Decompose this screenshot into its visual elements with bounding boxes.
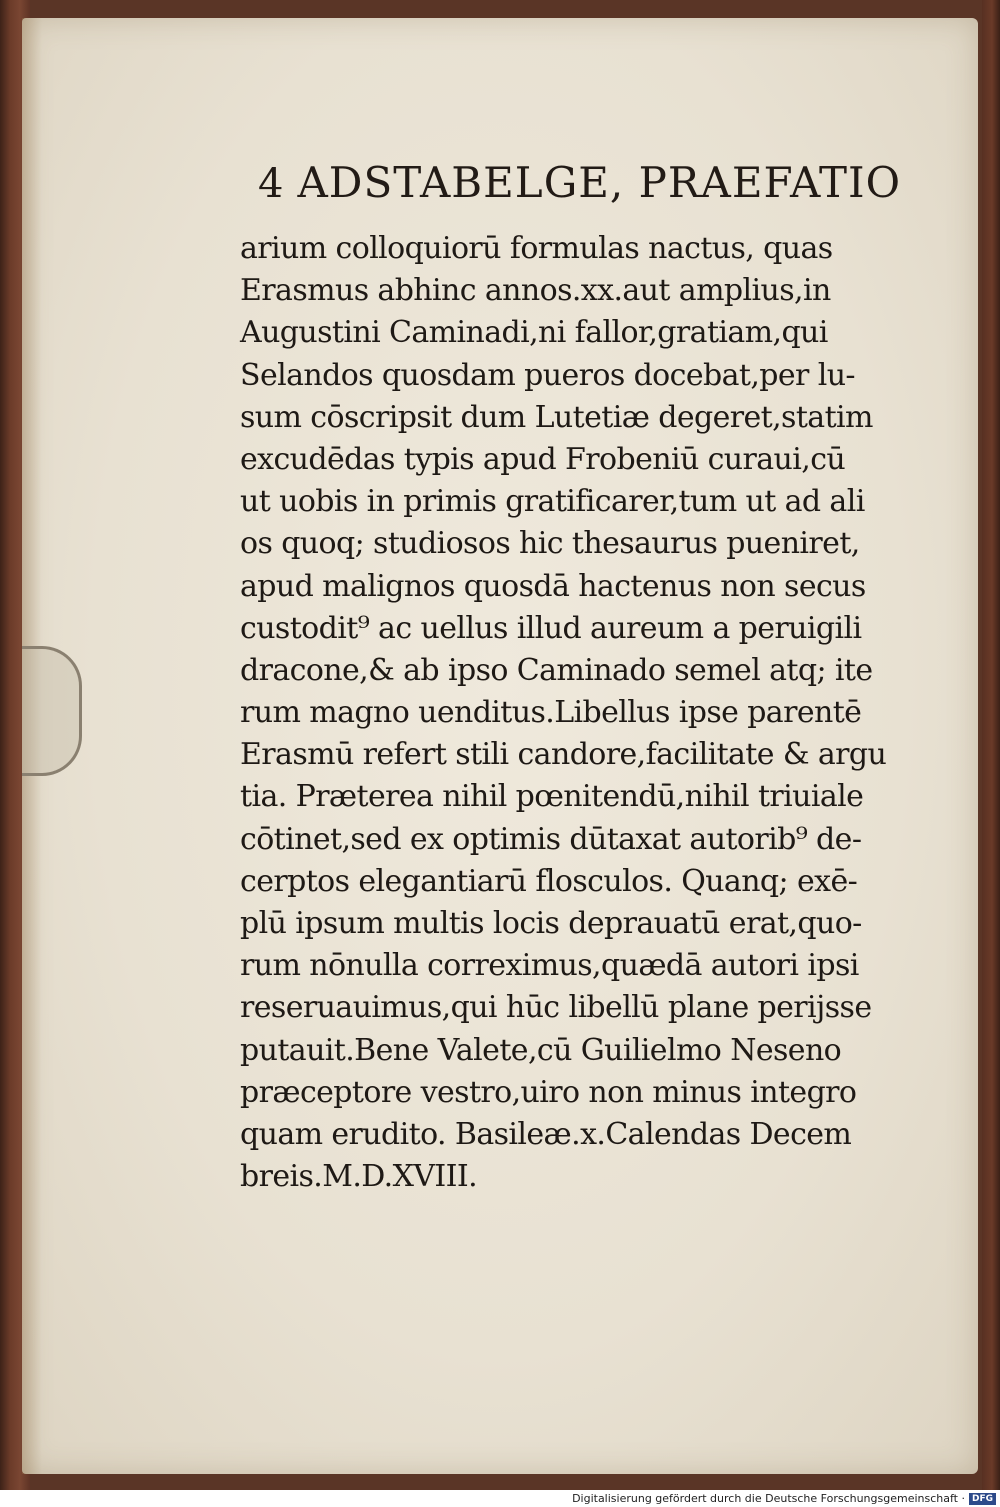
text-line: ut uobis in primis gratificarer,tum ut ad ali xyxy=(240,484,865,520)
text-line: apud malignos quosdā hactenus non secus xyxy=(240,568,866,604)
text-line: breis.M.D.XVIII. xyxy=(240,1159,478,1195)
text-line: excudēdas typis apud Frobeniū curaui,cū xyxy=(240,441,846,477)
text-line: rum nōnulla correximus,quædā autori ipsi xyxy=(240,948,859,984)
body-text xyxy=(240,228,940,1198)
text-line: reseruauimus,qui hūc libellū plane perijsse xyxy=(240,990,872,1026)
dfg-logo: DFG xyxy=(969,1493,996,1505)
running-title: ADSTABELGE, PRAEFATIO xyxy=(297,158,902,207)
text-line: arium colloquiorū formulas nactus, quas xyxy=(240,231,833,266)
text-line: rum magno uenditus.Libellus ipse parentē xyxy=(240,695,862,731)
text-line: Erasmus abhinc annos.xx.aut amplius,in xyxy=(240,273,831,309)
text-line: custodit⁹ ac uellus illud aureum a peruigili xyxy=(240,610,862,646)
text-line: cōtinet,sed ex optimis dūtaxat autorib⁹ de- xyxy=(240,821,862,857)
digitization-credit xyxy=(566,1490,1000,1507)
text-line: sum cōscripsit dum Lutetiæ degeret,statim xyxy=(240,399,873,435)
text-line: os quoq; studiosos hic thesaurus pueniret, xyxy=(240,526,860,562)
text-line: plū ipsum multis locis deprauatū erat,quo- xyxy=(240,906,862,941)
text-line: quam erudito. Basileæ.x.Calendas Decem xyxy=(240,1116,852,1152)
page-header xyxy=(240,158,940,228)
text-line: tia. Præterea nihil pœnitendū,nihil triuiale xyxy=(240,779,864,815)
text-line: cerptos elegantiarū flosculos. Quanq; exē- xyxy=(240,863,858,899)
text-line: putauit.Bene Valete,cū Guilielmo Neseno xyxy=(240,1032,842,1068)
text-line: Selandos quosdam pueros docebat,per lu- xyxy=(240,357,855,393)
page-clasp xyxy=(22,646,82,776)
text-line: Erasmū refert stili candore,facilitate & argu xyxy=(240,737,887,773)
text-line: dracone,& ab ipso Caminado semel atq; ite xyxy=(240,652,873,688)
printed-text-block xyxy=(240,158,940,1198)
text-line: Augustini Caminadi,ni fallor,gratiam,qui xyxy=(240,315,828,351)
credit-text: Digitalisierung gefördert durch die Deutsche Forschungsgemeinschaft · xyxy=(572,1492,965,1505)
text-line: præceptore vestro,uiro non minus integro xyxy=(240,1074,857,1110)
book-page xyxy=(22,18,978,1474)
page-number: 4 xyxy=(258,161,284,207)
